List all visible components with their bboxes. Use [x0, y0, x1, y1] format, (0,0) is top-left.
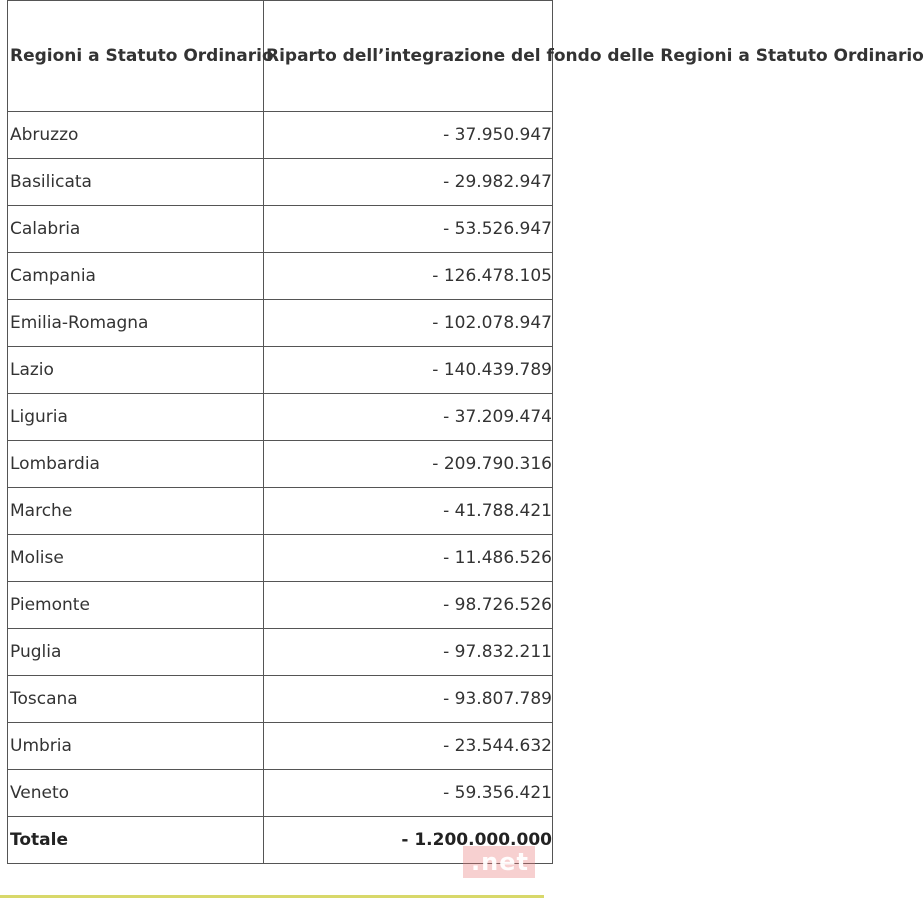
region-value: - 97.832.211	[264, 629, 553, 676]
total-value: - 1.200.000.000	[264, 817, 553, 864]
region-name: Umbria	[8, 723, 264, 770]
region-name: Lombardia	[8, 441, 264, 488]
region-name: Calabria	[8, 206, 264, 253]
table-row	[8, 582, 553, 629]
region-value: - 209.790.316	[264, 441, 553, 488]
table-row	[8, 723, 553, 770]
table-row	[8, 253, 553, 300]
region-value: - 29.982.947	[264, 159, 553, 206]
header-regions: Regioni a Statuto Ordinario	[8, 1, 264, 112]
total-label: Totale	[8, 817, 264, 864]
region-value: - 53.526.947	[264, 206, 553, 253]
table-row	[8, 206, 553, 253]
region-name: Marche	[8, 488, 264, 535]
region-value: - 98.726.526	[264, 582, 553, 629]
table-row	[8, 676, 553, 723]
region-name: Basilicata	[8, 159, 264, 206]
region-name: Toscana	[8, 676, 264, 723]
table-row	[8, 535, 553, 582]
site-watermark: .net	[463, 846, 535, 878]
table-header-row	[8, 1, 553, 112]
table-row	[8, 347, 553, 394]
header-fund-allocation: Riparto dell’integrazione del fondo delle Regioni a Statuto Ordinario	[264, 1, 553, 112]
table-row	[8, 488, 553, 535]
table-row	[8, 629, 553, 676]
region-value: - 93.807.789	[264, 676, 553, 723]
region-value: - 23.544.632	[264, 723, 553, 770]
region-name: Piemonte	[8, 582, 264, 629]
region-name: Lazio	[8, 347, 264, 394]
region-value: - 41.788.421	[264, 488, 553, 535]
table-row	[8, 770, 553, 817]
footer-divider	[0, 895, 544, 898]
region-name: Veneto	[8, 770, 264, 817]
table-row	[8, 300, 553, 347]
region-name: Liguria	[8, 394, 264, 441]
region-value: - 126.478.105	[264, 253, 553, 300]
region-value: - 102.078.947	[264, 300, 553, 347]
region-name: Campania	[8, 253, 264, 300]
table-row	[8, 112, 553, 159]
region-value: - 37.209.474	[264, 394, 553, 441]
region-value: - 11.486.526	[264, 535, 553, 582]
regions-fund-table	[7, 0, 924, 864]
table-row	[8, 394, 553, 441]
table-row	[8, 159, 553, 206]
region-value: - 59.356.421	[264, 770, 553, 817]
region-value: - 37.950.947	[264, 112, 553, 159]
region-name: Emilia-Romagna	[8, 300, 264, 347]
region-name: Abruzzo	[8, 112, 264, 159]
region-name: Puglia	[8, 629, 264, 676]
region-value: - 140.439.789	[264, 347, 553, 394]
table-row	[8, 441, 553, 488]
region-name: Molise	[8, 535, 264, 582]
